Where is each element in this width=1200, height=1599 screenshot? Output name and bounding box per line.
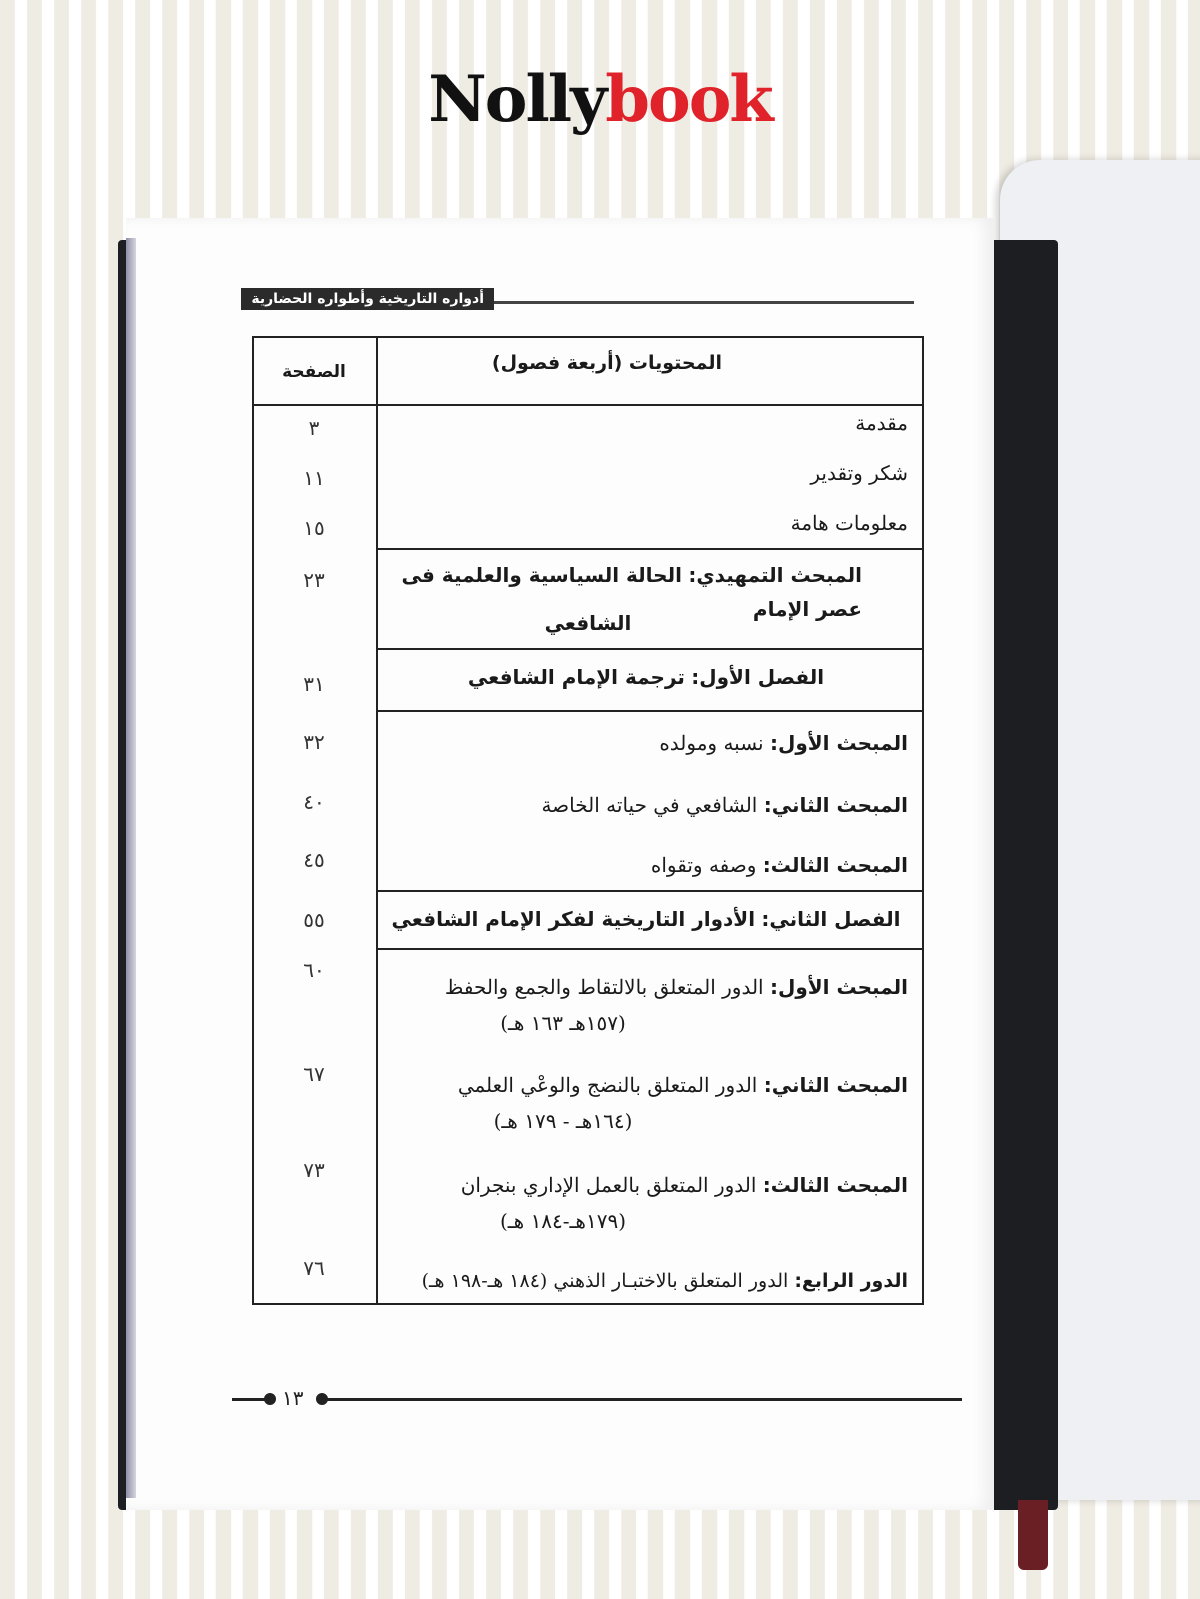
page-footer (232, 1386, 962, 1410)
toc-page-number: ٣٢ (303, 730, 325, 754)
toc-page-number: ٦٠ (303, 958, 325, 982)
entry-text: الشافعي في حياته الخاصة (541, 793, 758, 817)
toc-entry-fourth-stage (384, 1264, 908, 1298)
entry-label: المبحث الثالث: (762, 853, 908, 877)
entry-text: معلومات هامة (790, 511, 908, 535)
toc-entry-section (384, 1068, 908, 1102)
toc-entry-section (384, 970, 908, 1004)
toc-page-number: ٧٣ (303, 1158, 325, 1182)
toc-entry-section-dates (454, 1104, 672, 1138)
entry-label: الفصل الأول: (691, 665, 825, 689)
row-divider (376, 548, 922, 550)
row-divider (376, 948, 922, 950)
bookmark-ribbon (1018, 1500, 1048, 1570)
entry-label: المبحث الثاني: (763, 793, 908, 817)
toc-entry-section-dates (454, 1204, 672, 1238)
row-divider (376, 890, 922, 892)
entry-label: المبحث الثاني: (763, 1073, 908, 1097)
entry-text: الدور المتعلق بالالتقاط والجمع والحفظ (444, 975, 764, 999)
footer-page-number: ١٣ (282, 1386, 304, 1410)
entry-label: المبحث الأول: (769, 975, 908, 999)
toc-page-number: ٥٥ (303, 908, 325, 932)
entry-label: المبحث الأول: (769, 731, 908, 755)
toc-entry-section-dates (454, 1006, 672, 1040)
brand-part-nolly: Nolly (428, 62, 606, 137)
entry-text: وصفه وتقواه (650, 853, 757, 877)
page-column-header: الصفحة (282, 362, 346, 382)
row-divider (376, 710, 922, 712)
entry-label: المبحث التمهيدي: (688, 563, 862, 587)
entry-text: الحالة السياسية والعلمية فى عصر الإمام (401, 563, 862, 621)
entry-text: مقدمة (855, 411, 908, 435)
toc-entry-chapter-2 (384, 902, 908, 936)
toc-entry-thanks (384, 456, 908, 490)
toc-page-number: ١١ (303, 466, 325, 490)
entry-label: المبحث الثالث: (762, 1173, 908, 1197)
entry-dates: (١٦٤هـ - ١٧٩ هـ) (493, 1109, 633, 1133)
running-head: أدواره التاريخية وأطواره الحضارية (241, 288, 494, 310)
toc-page-number: ٣١ (303, 672, 325, 696)
running-head-rule (494, 301, 914, 304)
brand-part-book: book (605, 62, 772, 137)
toc-entry-intro (384, 406, 908, 440)
brand-logo (0, 62, 1200, 137)
entry-label: الفصل الثاني: (761, 907, 901, 931)
row-divider (376, 648, 922, 650)
entry-text-continued: الشافعي (544, 611, 632, 635)
entry-text: الدور المتعلق بالعمل الإداري بنجران (460, 1173, 757, 1197)
toc-page-number: ١٥ (303, 516, 325, 540)
column-divider (376, 338, 378, 1303)
entry-text: الدور المتعلق بالاختبـار الذهني (١٨٤ هـ-١٩٨ هـ) (421, 1270, 789, 1292)
toc-entry-section (384, 788, 908, 822)
toc-entry-preliminary-cont (454, 606, 722, 640)
footer-rule (324, 1398, 962, 1401)
entry-text: الأدوار التاريخية لفكر الإمام الشافعي (391, 907, 756, 931)
entry-text: الدور المتعلق بالنضج والوعْي العلمي (457, 1073, 758, 1097)
toc-page-number: ٢٣ (303, 568, 325, 592)
toc-page-number: ٣ (308, 416, 320, 440)
toc-entry-section (384, 848, 908, 882)
footer-dot (264, 1393, 276, 1405)
toc-page-number: ٤٠ (303, 790, 325, 814)
entry-dates: (١٥٧هـ ١٦٣ هـ) (500, 1011, 626, 1035)
toc-page-number: ٦٧ (303, 1062, 325, 1086)
toc-entry-important-info (384, 506, 908, 540)
book-page (126, 218, 994, 1510)
toc-page-number: ٤٥ (303, 848, 325, 872)
footer-rule-left (232, 1398, 268, 1401)
entry-dates: (١٧٩هـ-١٨٤ هـ) (499, 1209, 627, 1233)
entry-text: شكر وتقدير (810, 461, 908, 485)
toc-entry-section (384, 726, 908, 760)
entry-text: نسبه ومولده (659, 731, 764, 755)
toc-entry-section (384, 1168, 908, 1202)
toc-entry-chapter-1 (384, 660, 908, 694)
contents-title: المحتويات (أربعة فصول) (491, 352, 722, 374)
toc-page-number: ٧٦ (303, 1256, 325, 1280)
contents-table (252, 336, 924, 1305)
entry-text: ترجمة الإمام الشافعي (467, 665, 685, 689)
entry-label: الدور الرابع: (794, 1270, 908, 1292)
